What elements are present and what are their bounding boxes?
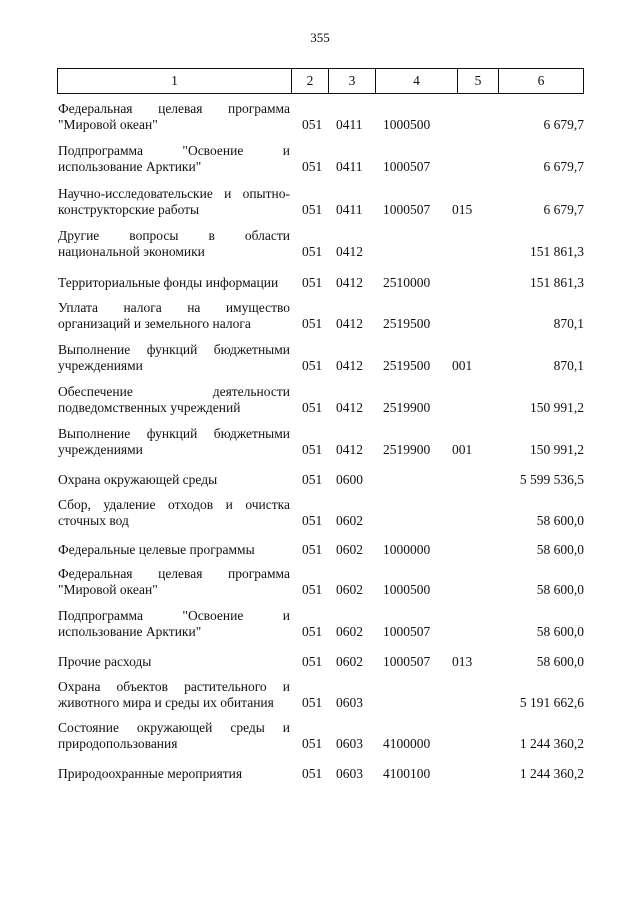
row-col-6: 1 244 360,2 bbox=[519, 736, 584, 751]
row-col-2: 051 bbox=[302, 624, 323, 639]
row-name bbox=[58, 654, 290, 670]
row-col-3: 0412 bbox=[336, 442, 363, 457]
row-col-2: 051 bbox=[302, 513, 323, 528]
row-col-6: 5 191 662,6 bbox=[519, 695, 584, 710]
row-name bbox=[58, 766, 290, 782]
row-col-3: 0411 bbox=[336, 159, 363, 174]
row-col-6: 58 600,0 bbox=[536, 654, 584, 669]
row-col-3: 0602 bbox=[336, 654, 363, 669]
row-name-line-2: учреждениями bbox=[58, 442, 143, 457]
row-col-6: 151 861,3 bbox=[530, 244, 584, 259]
row-name bbox=[58, 679, 290, 711]
header-col-2: 2 bbox=[292, 69, 329, 93]
row-name-line-2: использование Арктики" bbox=[58, 624, 202, 639]
row-name-line-2: "Мировой океан" bbox=[58, 582, 158, 597]
row-col-6: 870,1 bbox=[553, 358, 584, 373]
row-col-6: 6 679,7 bbox=[543, 202, 584, 217]
row-col-4: 1000500 bbox=[383, 117, 431, 132]
table-row bbox=[58, 296, 584, 332]
row-col-4: 1000000 bbox=[383, 542, 431, 557]
row-col-2: 051 bbox=[302, 400, 323, 415]
row-name bbox=[58, 384, 290, 416]
row-col-4: 4100100 bbox=[383, 766, 431, 781]
row-col-4: 2519500 bbox=[383, 358, 431, 373]
row-col-2: 051 bbox=[302, 442, 323, 457]
row-col-4: 1000507 bbox=[383, 159, 431, 174]
row-name bbox=[58, 542, 290, 558]
row-col-4: 1000507 bbox=[383, 624, 431, 639]
row-col-4: 1000500 bbox=[383, 582, 431, 597]
row-name-line-2: Природоохранные мероприятия bbox=[58, 766, 243, 781]
row-name bbox=[58, 566, 290, 598]
row-name-line-1: Выполнение функций бюджетными bbox=[58, 342, 290, 357]
table-row bbox=[58, 452, 584, 488]
row-col-6: 870,1 bbox=[553, 316, 584, 331]
row-col-2: 051 bbox=[302, 244, 323, 259]
row-col-3: 0411 bbox=[336, 202, 363, 217]
row-col-2: 051 bbox=[302, 766, 323, 781]
row-col-5: 013 bbox=[452, 654, 473, 669]
row-col-3: 0411 bbox=[336, 117, 363, 132]
row-col-4: 2519900 bbox=[383, 400, 431, 415]
row-col-3: 0603 bbox=[336, 695, 363, 710]
table-row bbox=[58, 675, 584, 711]
row-col-5: 001 bbox=[452, 442, 473, 457]
row-col-2: 051 bbox=[302, 695, 323, 710]
row-name bbox=[58, 300, 290, 332]
row-name-line-1: Другие вопросы в области bbox=[58, 228, 290, 243]
row-name-line-2: Федеральные целевые программы bbox=[58, 542, 255, 557]
table-row bbox=[58, 380, 584, 416]
row-col-4: 2519500 bbox=[383, 316, 431, 331]
table-row bbox=[58, 634, 584, 670]
row-name-line-2: "Мировой океан" bbox=[58, 117, 158, 132]
row-name-line-2: конструкторские работы bbox=[58, 202, 200, 217]
row-name-line-2: Охрана окружающей среды bbox=[58, 472, 218, 487]
header-col-5: 5 bbox=[458, 69, 499, 93]
row-name-line-2: природопользования bbox=[58, 736, 178, 751]
row-name-line-1: Уплата налога на имущество bbox=[58, 300, 290, 315]
row-name-line-2: Прочие расходы bbox=[58, 654, 152, 669]
table-row bbox=[58, 139, 584, 175]
row-name bbox=[58, 101, 290, 133]
row-name-line-1: Состояние окружающей среды и bbox=[58, 720, 290, 735]
row-name-line-1: Сбор, удаление отходов и очистка bbox=[58, 497, 290, 512]
row-col-6: 150 991,2 bbox=[530, 400, 584, 415]
row-name bbox=[58, 143, 290, 175]
row-col-2: 051 bbox=[302, 159, 323, 174]
row-col-6: 150 991,2 bbox=[530, 442, 584, 457]
row-col-6: 5 599 536,5 bbox=[519, 472, 584, 487]
row-col-3: 0603 bbox=[336, 766, 363, 781]
row-col-2: 051 bbox=[302, 358, 323, 373]
row-name-line-2: использование Арктики" bbox=[58, 159, 202, 174]
header-col-4: 4 bbox=[376, 69, 458, 93]
row-name bbox=[58, 186, 290, 218]
row-col-5: 001 bbox=[452, 358, 473, 373]
row-name-line-1: Подпрограмма "Освоение и bbox=[58, 608, 290, 623]
row-name-line-2: национальной экономики bbox=[58, 244, 205, 259]
page-number: 355 bbox=[310, 30, 330, 45]
row-col-4: 4100000 bbox=[383, 736, 431, 751]
row-col-3: 0412 bbox=[336, 275, 363, 290]
table-row bbox=[58, 522, 584, 558]
row-col-3: 0603 bbox=[336, 736, 363, 751]
row-col-2: 051 bbox=[302, 582, 323, 597]
row-name bbox=[58, 472, 290, 488]
table-row bbox=[58, 562, 584, 598]
row-col-5: 015 bbox=[452, 202, 473, 217]
row-col-6: 6 679,7 bbox=[543, 117, 584, 132]
row-col-6: 58 600,0 bbox=[536, 582, 584, 597]
row-col-3: 0602 bbox=[336, 582, 363, 597]
table-header bbox=[57, 68, 584, 94]
row-col-2: 051 bbox=[302, 654, 323, 669]
header-col-1: 1 bbox=[58, 69, 292, 93]
row-name bbox=[58, 275, 290, 291]
row-name-line-1: Федеральная целевая программа bbox=[58, 101, 290, 116]
row-name-line-2: сточных вод bbox=[58, 513, 129, 528]
table-row bbox=[58, 182, 584, 218]
row-name-line-1: Подпрограмма "Освоение и bbox=[58, 143, 290, 158]
row-col-4: 2510000 bbox=[383, 275, 431, 290]
row-name-line-1: Научно-исследовательские и опытно- bbox=[58, 186, 290, 201]
row-name-line-2: животного мира и среды их обитания bbox=[58, 695, 274, 710]
table-row bbox=[58, 255, 584, 291]
row-name-line-1: Федеральная целевая программа bbox=[58, 566, 290, 581]
row-col-2: 051 bbox=[302, 542, 323, 557]
row-col-2: 051 bbox=[302, 316, 323, 331]
row-col-6: 6 679,7 bbox=[543, 159, 584, 174]
row-col-2: 051 bbox=[302, 202, 323, 217]
row-col-3: 0412 bbox=[336, 400, 363, 415]
row-col-4: 2519900 bbox=[383, 442, 431, 457]
row-name-line-2: организаций и земельного налога bbox=[58, 316, 251, 331]
row-col-3: 0602 bbox=[336, 624, 363, 639]
table-row bbox=[58, 97, 584, 133]
row-col-2: 051 bbox=[302, 275, 323, 290]
row-col-2: 051 bbox=[302, 736, 323, 751]
row-name-line-2: подведомственных учреждений bbox=[58, 400, 241, 415]
row-col-6: 1 244 360,2 bbox=[519, 766, 584, 781]
row-col-3: 0412 bbox=[336, 358, 363, 373]
row-col-6: 58 600,0 bbox=[536, 624, 584, 639]
row-name-line-1: Выполнение функций бюджетными bbox=[58, 426, 290, 441]
row-col-6: 58 600,0 bbox=[536, 542, 584, 557]
header-col-6: 6 bbox=[537, 73, 545, 88]
row-name-line-2: учреждениями bbox=[58, 358, 143, 373]
table-row bbox=[58, 338, 584, 374]
row-name-line-1: Обеспечение деятельности bbox=[58, 384, 290, 399]
row-col-6: 58 600,0 bbox=[536, 513, 584, 528]
table-row bbox=[58, 746, 584, 782]
row-col-3: 0412 bbox=[336, 316, 363, 331]
row-col-2: 051 bbox=[302, 472, 323, 487]
row-col-4: 1000507 bbox=[383, 202, 431, 217]
row-col-3: 0600 bbox=[336, 472, 363, 487]
row-col-3: 0412 bbox=[336, 244, 363, 259]
row-name-line-1: Охрана объектов растительного и bbox=[58, 679, 290, 694]
row-name-line-2: Территориальные фонды информации bbox=[58, 275, 279, 290]
row-col-4: 1000507 bbox=[383, 654, 431, 669]
row-col-3: 0602 bbox=[336, 542, 363, 557]
header-col-3: 3 bbox=[329, 69, 376, 93]
row-col-6: 151 861,3 bbox=[530, 275, 584, 290]
row-col-2: 051 bbox=[302, 117, 323, 132]
row-name bbox=[58, 342, 290, 374]
row-col-3: 0602 bbox=[336, 513, 363, 528]
